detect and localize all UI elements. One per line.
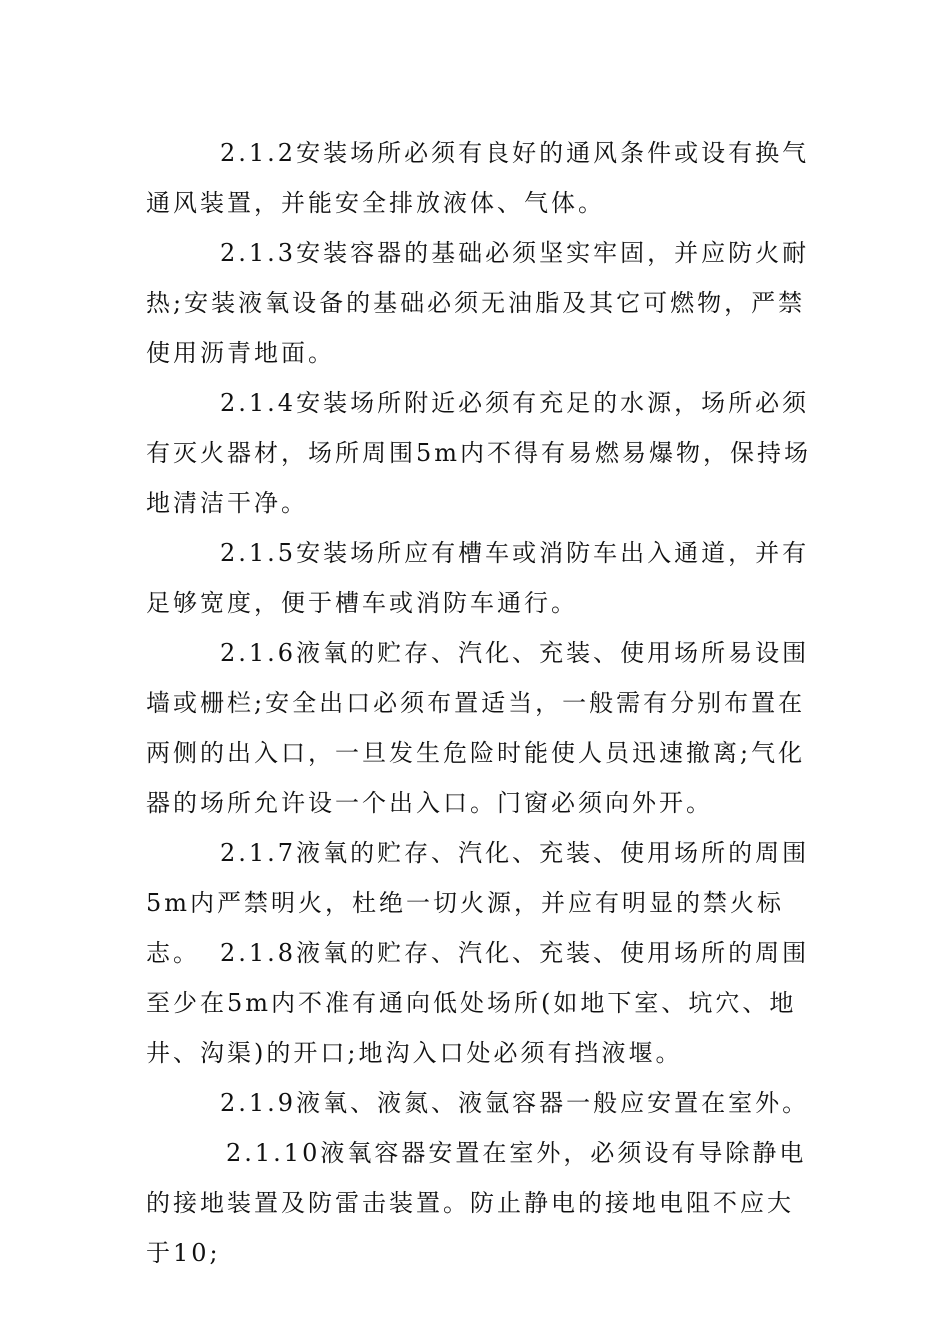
paragraph-2-1-3: 2.1.3安装容器的基础必须坚实牢固，并应防火耐热;安装液氧设备的基础必须无油脂及其它可燃物，严禁使用沥青地面。 xyxy=(146,239,810,367)
paragraph-2-1-8: 2.1.8液氧的贮存、汽化、充装、使用场所的周围至少在5m内不准有通向低处场所(如地下室、坑穴、地井、沟渠)的开口;地沟入口处必须有挡液堰。 xyxy=(146,939,810,1067)
paragraph-2-1-6: 2.1.6液氧的贮存、汽化、充装、使用场所易设围墙或栅栏;安全出口必须布置适当，一般需有分别布置在两侧的出入口，一旦发生危险时能使人员迅速撤离;气化器的场所允许设一个出入口。门窗必须向外开。 xyxy=(146,639,810,817)
paragraph-2-1-9: 2.1.9液氧、液氮、液氩容器一般应安置在室外。 xyxy=(220,1089,810,1117)
paragraph-2-1-10: 2.1.10液氧容器安置在室外，必须设有导除静电的接地装置及防雷击装置。防止静电的接地电阻不应大于10; xyxy=(146,1139,807,1267)
paragraph-2-1-4: 2.1.4安装场所附近必须有充足的水源，场所必须有灭火器材，场所周围5m内不得有易燃易爆物，保持场地清洁干净。 xyxy=(146,389,812,517)
paragraph-2-1-2: 2.1.2安装场所必须有良好的通风条件或设有换气通风装置，并能安全排放液体、气体。 xyxy=(146,139,810,217)
paragraph-2-1-7: 2.1.7液氧的贮存、汽化、充装、使用场所的周围5m内严禁明火，杜绝一切火源，并应有明显的禁火标志。 xyxy=(146,839,810,967)
paragraph-2-1-5: 2.1.5安装场所应有槽车或消防车出入通道，并有足够宽度，便于槽车或消防车通行。 xyxy=(146,539,810,617)
